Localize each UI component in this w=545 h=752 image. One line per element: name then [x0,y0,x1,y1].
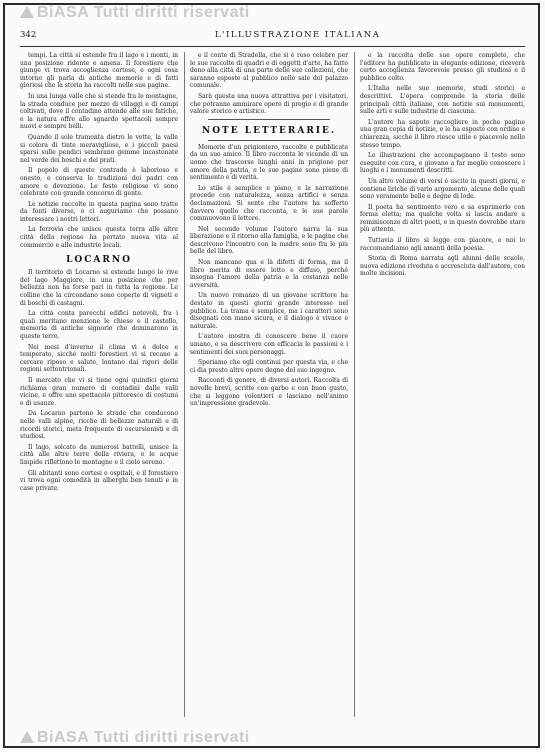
paragraph: Le illustrazioni che accompagnano il testo sono eseguite con cura, e giovano a far meglio conoscere i luoghi e i monumenti descritti. [360,152,525,175]
column-1 [20,52,178,722]
watermark-text: BiASA Tutti diritti riservati [37,4,250,21]
section-rule [208,140,330,141]
paragraph: Da Locarno partono le strade che conducono nelle valli alpine, ricche di bellezze naturali e di ricordi storici, meta frequente di escursionisti e di studiosi. [20,410,178,441]
section-title-note-letterarie: NOTE LETTERARIE. [201,125,337,136]
paragraph: Gli abitanti sono cortesi e ospitali, e il forestiero vi trova ogni comodità in alberghi ben tenuti e in case private. [20,469,178,492]
paragraph: L'autore ha saputo raccogliere in poche pagine una gran copia di notizie, e le ha esposte con ordine e chiarezza, sicché il libro riesce utile e piacevole nello stesso tempo. [360,118,525,149]
paragraph: Memorie d'un prigioniero, raccolte e pubblicate da un suo amico. Il libro racconta le vicende di un uomo che trascorse lunghi anni in prigione per amore della patria, e le sue pagine sono piene di sentimento e di verità. [190,143,348,182]
section-title-locarno: LOCARNO [66,255,132,266]
paragraph: Un altro volume di versi è uscito in questi giorni, e contiene liriche di vario argomento, alcune delle quali sono veramente belle e degne di lode. [360,177,525,201]
journal-title: L'ILLUSTRAZIONE ITALIANA [215,30,381,40]
paragraph: Quando il sole tramonta dietro le vette, la valle si colora di tinte meravigliose, e i piccoli paesi sparsi sulle pendici sembrano gemme incastonate nel verde dei boschi e dei prati. [20,133,178,164]
paragraph: Il lago, solcato da numerosi battelli, unisce la città alle altre terre della riviera, e le acque limpide riflettono le montagne e il cielo sereno. [20,443,178,466]
paragraph: e la raccolta delle sue opere complete, che l'editore ha pubblicato in elegante edizione, riceverà certo accoglienza favorevole presso gli studiosi e il pubblico colto. [360,52,525,82]
page-header [20,28,525,44]
paragraph: tempi. La città si estende fra il lago e i monti, in una posizione ridente e amena. Il forestiero che giunge vi trova accoglienza cortese, e ogni cosa intorno gli parla di antiche memorie e di fatti gloriosi che la storia ha raccolti nelle sue pagine. [20,52,178,90]
paragraph: Sarà questa una nuova attrattiva per i visitatori, che potranno ammirare opere di pregio e di grande valore storico e artistico. [190,92,348,116]
paragraph: Lo stile è semplice e piano, e la narrazione procede con naturalezza, senza artifici e senza declamazioni. Si sente che l'autore ha sofferto davvero quello che racconta, e le sue parole commuovono il lettore. [190,184,348,223]
paragraph: L'autore mostra di conoscere bene il cuore umano, e sa descrivere con efficacia le passioni e i sentimenti dei suoi personaggi. [190,333,348,356]
column-divider [184,52,185,717]
paragraph: L'Italia nelle sue memorie, studi storici e descrittivi. L'opera comprende la storia delle principali città italiane, con notizie sui monumenti, sulle arti e sulle industrie di ciascuna. [360,85,525,116]
header-rule [20,46,525,47]
paragraph: Storia di Roma narrata agli alunni delle scuole, nuova edizione riveduta e accresciuta dall'autore, con molte incisioni. [360,255,525,278]
paragraph: La città conta parecchi edifici notevoli, fra i quali meritano menzione le chiese e il castello, memoria di antiche signorie che dominarono in queste terre. [20,310,178,340]
watermark-text: BiASA Tutti diritti riservati [37,729,250,746]
paragraph: In una lunga valle che si stende fra le montagne, la strada conduce per mezzo di villaggi e di campi coltivati, dove il contadino attende alle sue fatiche, e la natura offre allo sguardo spettacoli sempre nuovi e sempre belli. [20,92,178,131]
paragraph: La ferrovia che unisce questa terra alle altre città della regione ha portato nuova vita al commercio e alle industrie locali. [20,226,178,249]
paragraph: e il conte di Stradella, che si è reso celebre per le sue raccolte di quadri e di oggetti d'arte, ha fatto dono alla città di una parte delle sue collezioni, che saranno esposte al pubblico nelle sale del palazzo comunale. [190,52,348,90]
column-2 [190,52,348,722]
paragraph: Nel secondo volume l'autore narra la sua liberazione e il ritorno alla famiglia, e le pagine che descrivono l'incontro con la madre sono fra le più belle del libro. [190,225,348,256]
paragraph: Il territorio di Locarno si estende lungo le rive del lago Maggiore, in una posizione che per bellezza non ha forse pari in tutta la regione. Le colline che la circondano sono coperte di vigneti e di boschi di castagni. [20,269,178,307]
paragraph: Il popolo di queste contrade è laborioso e onesto, e conserva le tradizioni dei padri con amore e devozione. Le feste religiose vi sono celebrate con grande concorso di gente. [20,167,178,198]
page-number: 342 [20,30,37,40]
paragraph: Speriamo che egli continui per questa via, e che ci dia presto altre opere degne del suo ingegno. [190,359,348,374]
paragraph: Nei mesi d'inverno il clima vi è dolce e temperato, sicché molti forestieri vi si recano a cercare riposo e salute, lontano dai rigori delle regioni settentrionali. [20,343,178,374]
section-rule [208,119,330,120]
paragraph: Racconti di genere, di diversi autori. Raccolta di novelle brevi, scritte con garbo e con buon gusto, che si leggono volentieri e lasciano nell'animo un'impressione gradevole. [190,377,348,408]
column-3 [360,52,525,722]
column-divider [354,52,355,717]
paragraph: Le notizie raccolte in questa pagina sono tratte da fonti diverse, e ci auguriamo che possano interessare i nostri lettori. [20,200,178,223]
paragraph: Tuttavia il libro si legge con piacere, e noi lo raccomandiamo agli amanti della poesia. [360,237,525,252]
paragraph: Il poeta ha sentimento vero e sa esprimerlo con forma eletta; ma qualche volta si lascia andare a reminiscenze di altri poeti, e in questo dovrebbe stare più attento. [360,203,525,234]
paragraph: Un nuovo romanzo di un giovane scrittore ha destato in questi giorni grande interesse nel pubblico. La trama è semplice, ma i caratteri sono disegnati con mano sicura, e il dialogo è vivace e naturale. [190,292,348,330]
paragraph: Il mercato che vi si tiene ogni quindici giorni richiama gran numero di contadini dalle valli vicine, e offre uno spettacolo pittoresco di costumi e di usanze. [20,376,178,407]
paragraph: Non mancano qua e là difetti di forma, ma il libro merita di essere letto e diffuso, perché insegna l'amore della patria e la costanza nelle avversità. [190,259,348,289]
